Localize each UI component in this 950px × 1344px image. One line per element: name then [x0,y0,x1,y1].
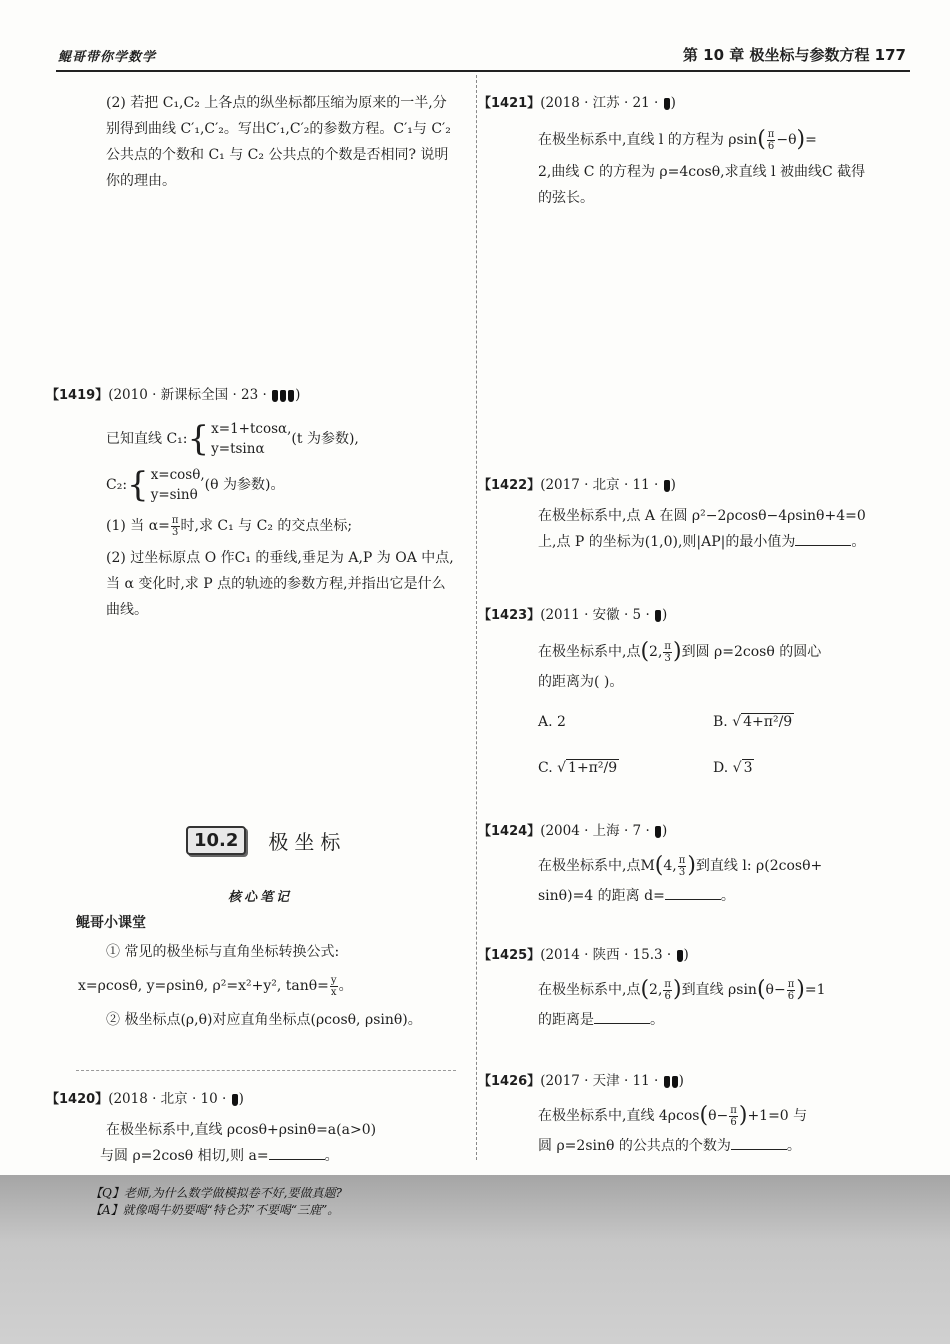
problem-1421: 【1421】(2018 · 江苏 · 21 · ) 在极坐标系中,直线 l 的方程为 ρsin( $\frac{\pi}{6}$ −θ)= 2,曲线 C 的方程为 ρ=4cosθ,求直线 l 被曲线C 截得的弦长。 [538,90,878,211]
c2-definition: C₂: { x=cosθ, y=sinθ (θ 为参数)。 [106,465,285,505]
problem-source: (2011 · 安徽 · 5 · [540,607,650,623]
note-1-formula: x=ρcosθ, y=ρsinθ, ρ²=x²+y², tanθ= $\frac{y}{x}$ 。 [78,974,353,998]
problem-text: (2) 若把 C₁,C₂ 上各点的纵坐标都压缩为原来的一半,分别得到曲线 C′₁,C′₂。写出C′₁,C′₂的参数方程。C′₁与 C′₂公共点的个数和 C₁ 与 C₂ 公共点的个数是否相同? 说明你的理由。 [106,95,451,189]
fraction: $\frac{\pi}{3}$ [171,514,179,538]
footer-band [0,1175,950,1344]
brace: { [187,419,210,459]
footer-qa [90,1185,342,1219]
fraction: $\frac{\pi}{6}$ [664,978,671,1002]
problem-1426: 【1426】(2017 · 天津 · 11 · ) 在极坐标系中,直线 4ρcos(θ− $\frac{\pi}{6}$ )+1=0 与 圆 ρ=2sinθ 的公共点的个数为 。 [538,1068,878,1159]
answer-blank [269,1145,325,1160]
section-title: 极坐标 [268,830,347,854]
problem-number: 【1421】 [478,96,541,111]
footer-answer: 【A】就像喝牛奶要喝“特仑苏”不要喝“三鹿”。 [90,1203,340,1217]
note-1: ① 常见的极坐标与直角坐标转换公式: [106,944,340,960]
header-book-title: 鲲哥带你学数学 [58,50,157,65]
answer-blank [795,531,851,546]
answer-blank [594,1009,650,1024]
answer-blank [731,1135,787,1150]
problem-header: 【1426】(2017 · 天津 · 11 · ) [478,1073,684,1089]
difficulty-pepper-icon [655,610,661,622]
fraction: $\frac{\pi}{6}$ [787,978,795,1002]
notes-box [78,938,458,1034]
problem-1423: 【1423】(2011 · 安徽 · 5 · ) 在极坐标系中,点(2, $\frac{\pi}{3}$ )到圆 ρ=2cosθ 的圆心 的距离为( )。 A. 2 B. √ 4+π²/9 C. √ 1+π²/9 D. √ 3 [538,602,878,781]
problem-header: 【1424】(2004 · 上海 · 7 · ) [478,823,668,839]
problem-header: 【1421】(2018 · 江苏 · 21 · ) [478,95,676,111]
problem-header: 【1420】(2018 · 北京 · 10 · ) [46,1091,244,1107]
core-notes-label: 核心笔记 [228,890,293,905]
difficulty-pepper-icon [655,826,661,838]
problem-header: 【1422】(2017 · 北京 · 11 · ) [478,477,676,493]
problem-header: 【1425】(2014 · 陕西 · 15.3 · ) [478,947,689,963]
difficulty-pepper-icon [664,1076,670,1088]
fraction: $\frac{y}{x}$ [330,974,337,998]
choice-c: C. √ 1+π²/9 [538,760,618,776]
problem-source: (2018 · 江苏 · 21 · [540,95,659,111]
problem-source: (2018 · 北京 · 10 · [108,1091,227,1107]
notes-divider [76,1070,456,1071]
fraction: $\frac{\pi}{6}$ [730,1104,737,1128]
choices [538,709,878,781]
problem-number: 【1426】 [478,1074,541,1089]
problem-1420: 【1420】(2018 · 北京 · 10 · ) 在极坐标系中,直线 ρcosθ+ρsinθ=a(a>0) 与圆 ρ=2cosθ 相切,则 a= 。 [106,1086,458,1169]
brace: { [127,465,149,505]
difficulty-pepper-icon [677,950,683,962]
problem-number: 【1424】 [478,824,541,839]
difficulty-pepper-icon [672,1076,678,1088]
problem-number: 【1423】 [478,608,541,623]
fraction: $\frac{\pi}{6}$ [767,128,775,152]
problem-1425: 【1425】(2014 · 陕西 · 15.3 · ) 在极坐标系中,点(2, $\frac{\pi}{6}$ )到直线 ρsin(θ− $\frac{\pi}{6}$ )=1 的距离是 。 [538,942,878,1033]
problem-header: 【1419】(2010 · 新课标全国 · 23 · ) [46,387,301,403]
problem-number: 【1422】 [478,478,541,493]
problem-source: (2014 · 陕西 · 15.3 · [540,947,672,963]
footer-question: 【Q】老师,为什么数学做模拟卷不好,要做真题? [90,1186,342,1200]
fraction: $\frac{\pi}{3}$ [678,854,686,878]
choice-a: A. 2 [538,714,566,730]
question-1: (1) 当 α= $\frac{\pi}{3}$ 时,求 C₁ 与 C₂ 的交点坐标; [106,514,353,538]
difficulty-pepper-icon [272,390,278,402]
problem-header: 【1423】(2011 · 安徽 · 5 · ) [478,607,668,623]
problem-number: 【1420】 [46,1092,109,1107]
problem-source: (2010 · 新课标全国 · 23 · [108,387,267,403]
column-divider [476,75,477,1160]
header-chapter: 第 10 章 极坐标与参数方程 177 [682,46,906,64]
problem-number: 【1419】 [46,388,109,403]
difficulty-pepper-icon [280,390,286,402]
problem-1424: 【1424】(2004 · 上海 · 7 · ) 在极坐标系中,点M(4, $\frac{\pi}{3}$ )到直线 l: ρ(2cosθ+ sinθ)=4 的距离 d= 。 [538,818,878,909]
question-2: (2) 过坐标原点 O 作C₁ 的垂线,垂足为 A,P 为 OA 中点,当 α 变化时,求 P 点的轨迹的参数方程,并指出它是什么曲线。 [106,550,454,618]
class-title: 鲲哥小课堂 [76,915,146,931]
problem-source: (2017 · 天津 · 11 · [540,1073,659,1089]
choice-d: D. √ 3 [713,760,753,776]
problem-1419 [46,382,458,623]
answer-blank [665,885,721,900]
difficulty-pepper-icon [288,390,294,402]
section-heading [186,826,346,855]
difficulty-pepper-icon [232,1094,238,1106]
problem-1422: 【1422】(2017 · 北京 · 11 · ) 在极坐标系中,点 A 在圆 ρ²−2ρcosθ−4ρsinθ+4=0 上,点 P 的坐标为(1,0),则|AP|的最小值为 。 [538,472,878,555]
c1-definition: 已知直线 C₁: { x=1+tcosα, y=tsinα (t 为参数), [106,419,359,459]
problem-number: 【1425】 [478,948,541,963]
problem-source: (2004 · 上海 · 7 · [540,823,650,839]
section-number: 10.2 [186,826,246,855]
difficulty-pepper-icon [664,480,670,492]
fraction: $\frac{\pi}{3}$ [664,640,671,664]
difficulty-pepper-icon [664,98,670,110]
problem-source: (2017 · 北京 · 11 · [540,477,659,493]
note-2: ② 极坐标点(ρ,θ)对应直角坐标点(ρcosθ, ρsinθ)。 [106,1012,422,1028]
header-rule [56,70,910,72]
choice-b: B. √ 4+π²/9 [713,714,793,730]
problem-1418-part2 [106,90,458,194]
